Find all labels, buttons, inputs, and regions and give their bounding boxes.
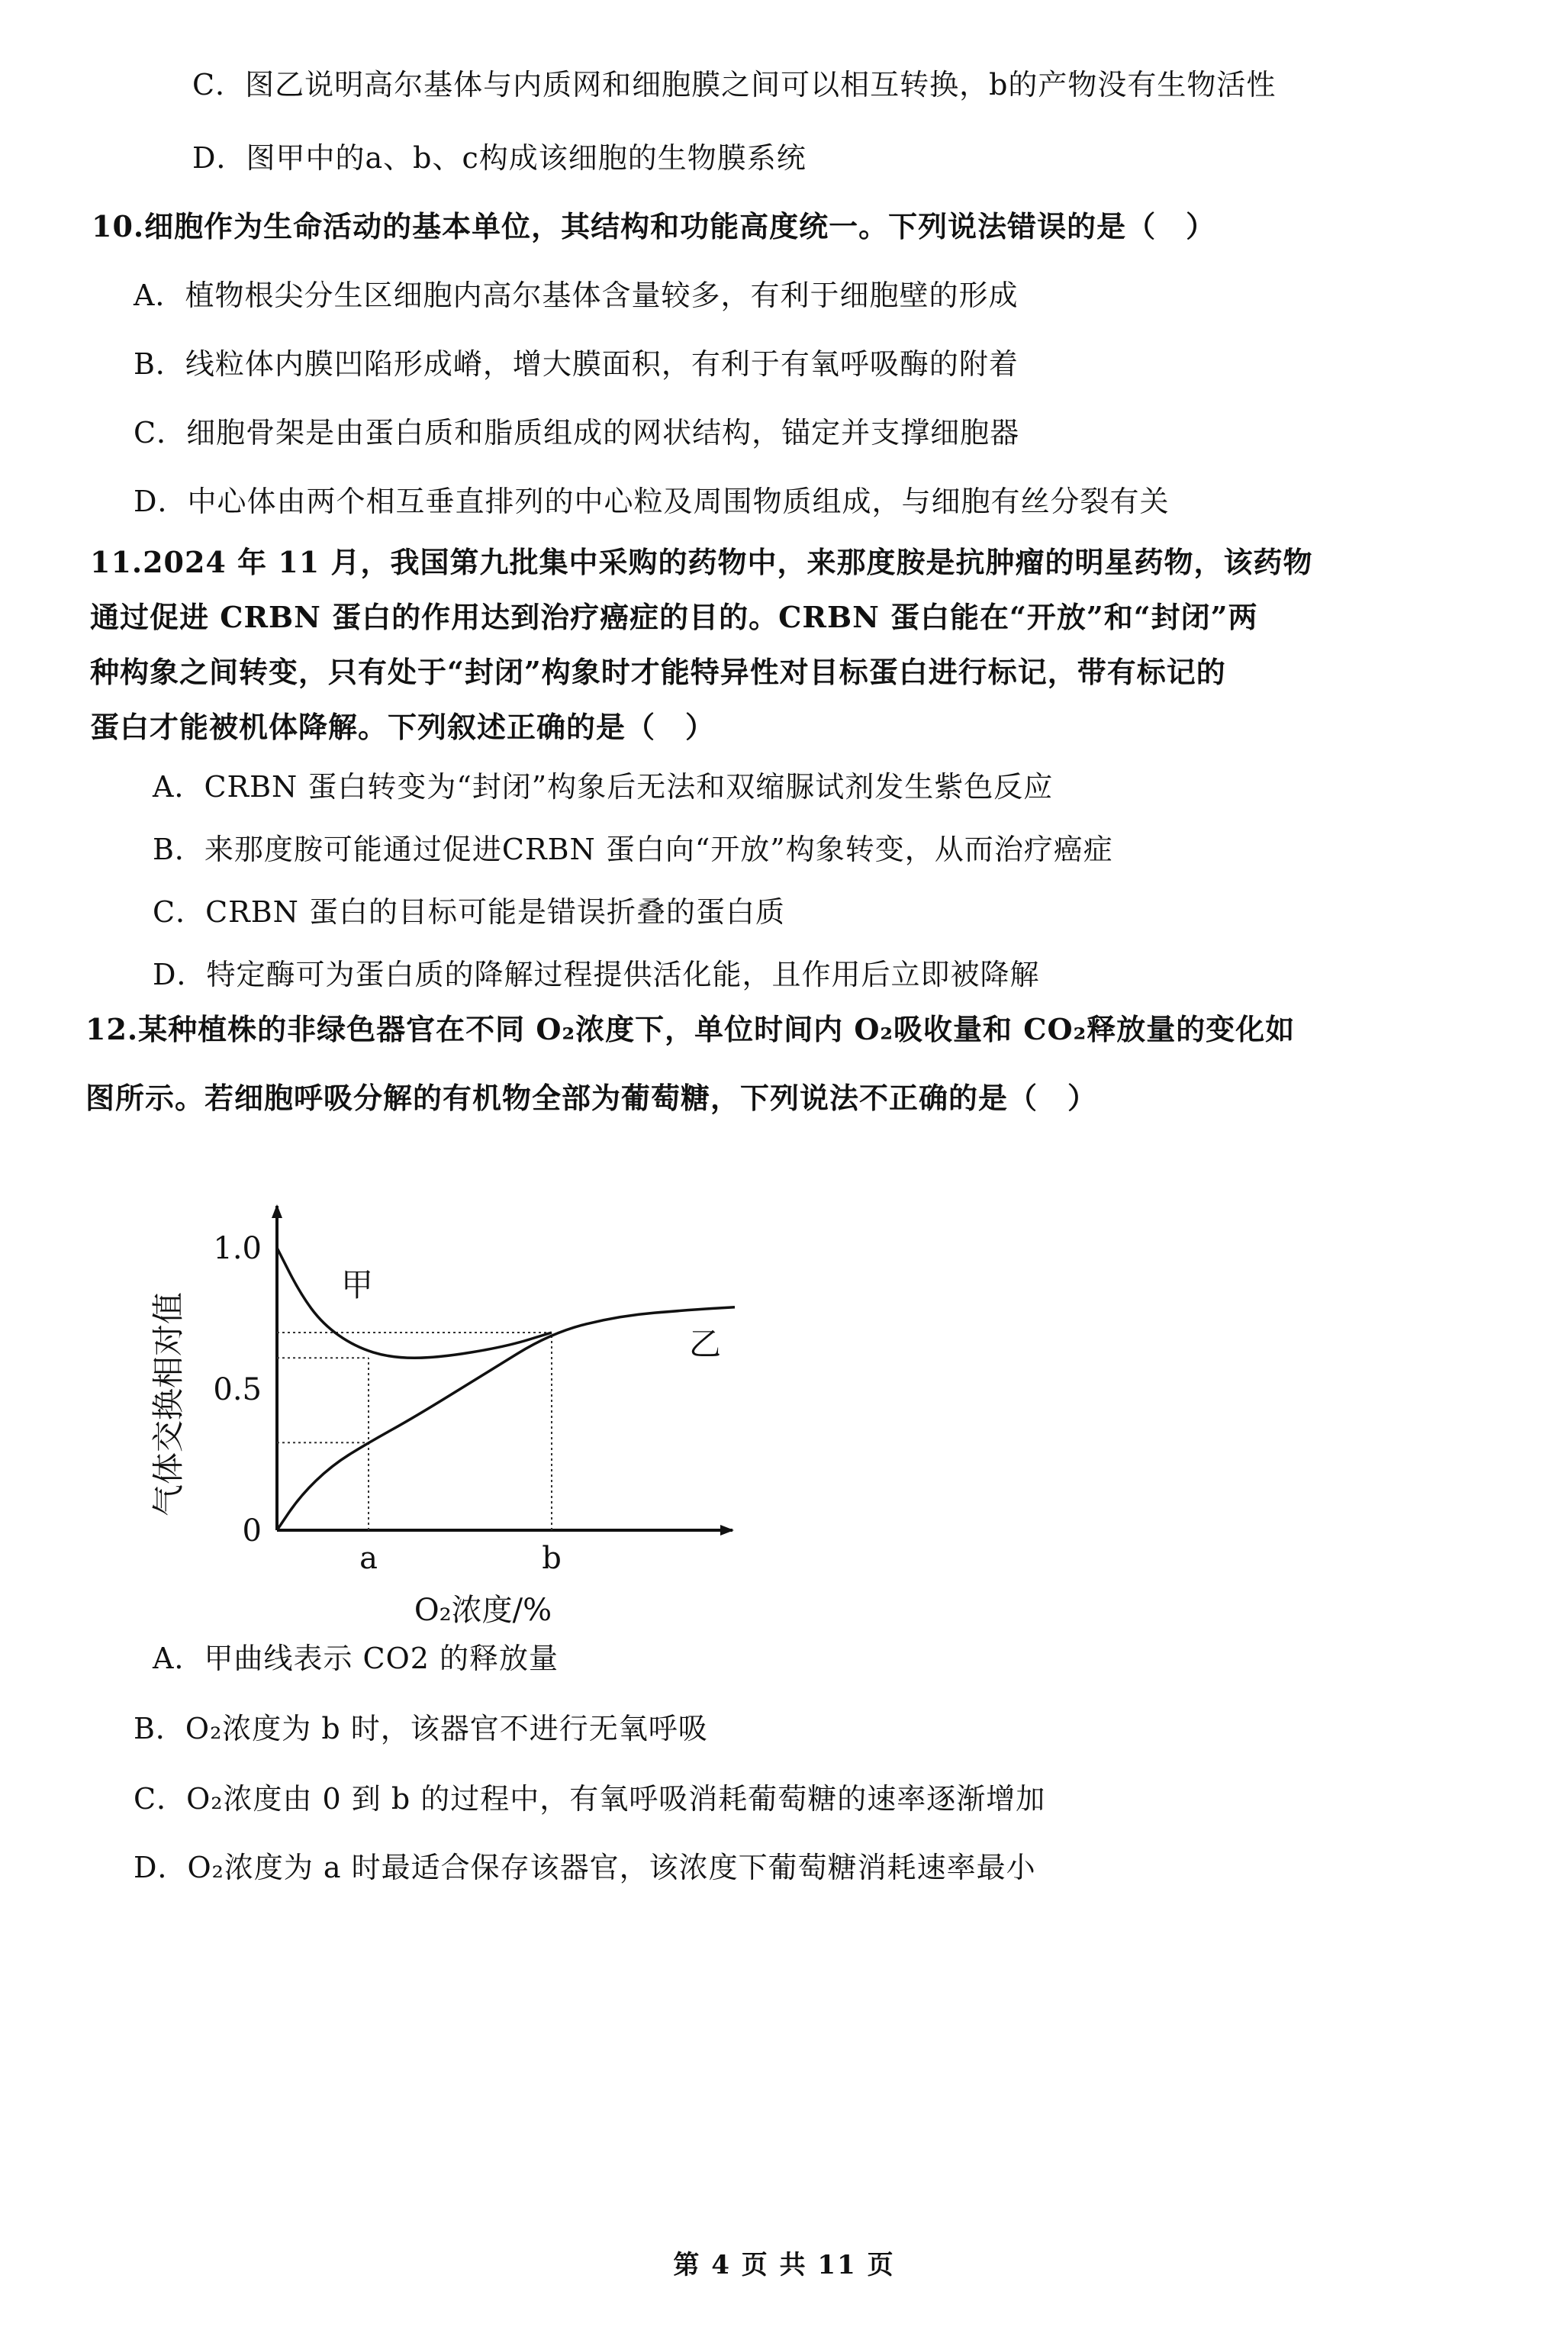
q10-stem: 10.细胞作为生命活动的基本单位，其结构和功能高度统一。下列说法错误的是（ ）	[92, 209, 1216, 243]
q12-option-d: D．O₂浓度为 a 时最适合保存该器官，该浓度下葡萄糖消耗速率最小	[134, 1851, 1036, 1884]
x-tick-label-b: b	[542, 1541, 562, 1576]
page-footer: 第 4 页 共 11 页	[673, 2250, 895, 2280]
series-label-jia: 甲	[341, 1265, 374, 1304]
q10-option-b: B．线粒体内膜凹陷形成嵴，增大膜面积，有利于有氧呼吸酶的附着	[134, 347, 1019, 381]
x-axis-label: O₂浓度/%	[414, 1593, 552, 1628]
q12-stem-line-1: 12.某种植株的非绿色器官在不同 O₂浓度下，单位时间内 O₂吸收量和 CO₂释放量的变化如	[85, 1012, 1296, 1046]
q11-stem-line-2: 通过促进 CRBN 蛋白的作用达到治疗癌症的目的。CRBN 蛋白能在“开放”和“封闭”两	[90, 600, 1258, 634]
q11-option-a: A．CRBN 蛋白转变为“封闭”构象后无法和双缩脲试剂发生紫色反应	[153, 770, 1054, 804]
y-tick-label: 0	[242, 1513, 262, 1549]
q12-option-a: A．甲曲线表示 CO2 的释放量	[153, 1642, 559, 1675]
y-tick-label: 0.5	[213, 1372, 262, 1407]
q12-option-b: B．O₂浓度为 b 时，该器官不进行无氧呼吸	[134, 1712, 708, 1745]
q9-option-d: D．图甲中的a、b、c构成该细胞的生物膜系统	[192, 141, 807, 175]
q11-stem-line-3: 种构象之间转变，只有处于“封闭”构象时才能特异性对目标蛋白进行标记，带有标记的	[90, 655, 1226, 689]
series-label-yi: 乙	[689, 1325, 722, 1363]
y-axis-label: 气体交换相对值	[150, 1291, 187, 1517]
q11-option-c: C．CRBN 蛋白的目标可能是错误折叠的蛋白质	[153, 895, 786, 929]
gas-exchange-chart	[137, 1175, 763, 1648]
q11-option-d: D．特定酶可为蛋白质的降解过程提供活化能，且作用后立即被降解	[153, 958, 1040, 991]
q12-stem-line-2: 图所示。若细胞呼吸分解的有机物全部为葡萄糖，下列说法不正确的是（ ）	[85, 1081, 1098, 1115]
q10-option-a: A．植物根尖分生区细胞内高尔基体含量较多，有利于细胞壁的形成	[134, 279, 1019, 312]
q11-stem-line-1: 11.2024 年 11 月，我国第九批集中采购的药物中，来那度胺是抗肿瘤的明星药物，该药物	[90, 545, 1313, 579]
q10-option-d: D．中心体由两个相互垂直排列的中心粒及周围物质组成，与细胞有丝分裂有关	[134, 485, 1170, 518]
q9-option-c: C．图乙说明高尔基体与内质网和细胞膜之间可以相互转换，b的产物没有生物活性	[192, 68, 1277, 102]
q10-option-c: C．细胞骨架是由蛋白质和脂质组成的网状结构，锚定并支撑细胞器	[134, 416, 1020, 450]
q11-option-b: B．来那度胺可能通过促进CRBN 蛋白向“开放”构象转变，从而治疗癌症	[153, 833, 1113, 866]
q12-option-c: C．O₂浓度由 0 到 b 的过程中，有氧呼吸消耗葡萄糖的速率逐渐增加	[134, 1782, 1046, 1816]
x-tick-label-a: a	[359, 1541, 378, 1576]
series-curve-jia	[277, 1248, 552, 1358]
y-tick-label: 1.0	[213, 1231, 262, 1266]
q11-stem-line-4: 蛋白才能被机体降解。下列叙述正确的是（ ）	[90, 710, 716, 744]
